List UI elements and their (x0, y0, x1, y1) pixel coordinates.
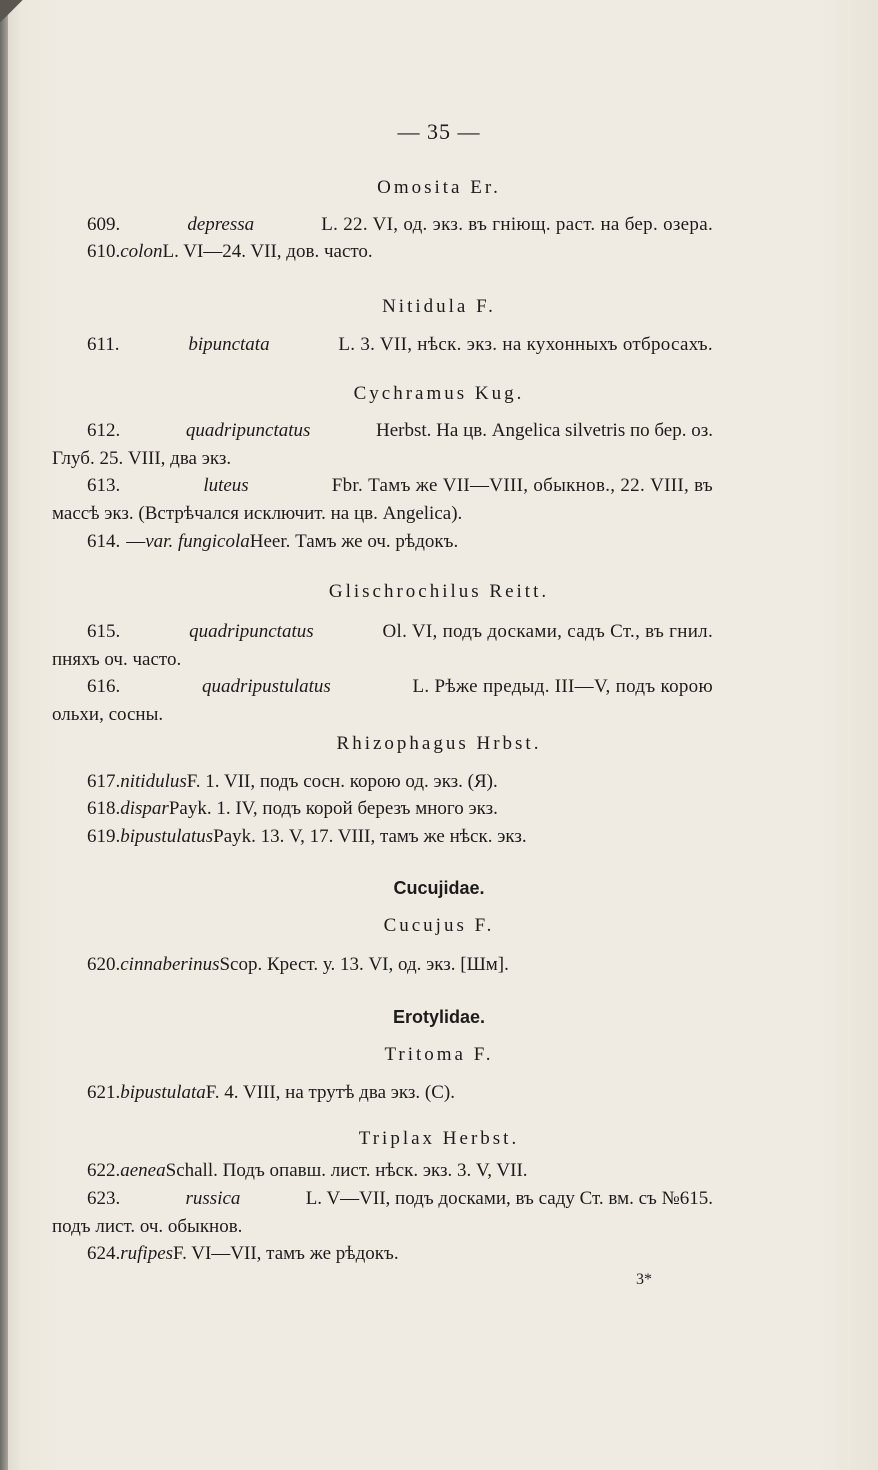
family-heading-cucujidae: Cucujidae. (393, 878, 485, 898)
entry-number: 615. (87, 621, 121, 642)
entry-text: Fbr. Тамъ же VII—VIII, обыкнов., 22. VIII, въ (331, 475, 713, 496)
genus-heading-rhizophagus: Rhizophagus Hrbst. (336, 733, 542, 754)
entry-text: L. Рѣже предыд. III—V, подъ корою (412, 676, 713, 697)
entry-text: Payk. 1. IV, подъ корой березъ много экз. (168, 798, 498, 819)
genus-heading-cychramus: Cychramus Kug. (353, 383, 525, 404)
entry-number: 612. (87, 420, 121, 441)
entry-612-continuation: Глуб. 25. VIII, два экз. (52, 448, 232, 469)
species-name: rufipes (120, 1243, 174, 1264)
species-name: aenea (120, 1160, 166, 1181)
entry-text: Scop. Крест. у. 13. VI, од. экз. [Шм]. (219, 954, 509, 975)
page-number: — 35 — (397, 119, 481, 144)
species-name: bipunctata (188, 334, 270, 355)
species-name: quadripustulatus (201, 676, 331, 697)
entry-610 (87, 240, 713, 264)
entry-text: Schall. Подъ опавш. лист. нѣск. экз. 3. V, VII. (165, 1160, 528, 1181)
entry-number: 613. (87, 475, 121, 496)
entry-number: 618. (87, 798, 121, 819)
entry-615 (87, 620, 713, 644)
entry-616 (87, 675, 713, 699)
entry-619 (87, 825, 713, 849)
species-name: colon (120, 241, 163, 262)
family-heading-erotylidae: Erotylidae. (392, 1007, 486, 1027)
entry-text: Heer. Тамъ же оч. рѣдокъ. (249, 531, 459, 552)
species-name: bipustulata (120, 1082, 206, 1103)
genus-heading-cucujus: Cucujus F. (383, 915, 495, 936)
entry-text: F. 4. VIII, на трутѣ два экз. (С). (205, 1082, 455, 1103)
species-name: luteus (203, 475, 249, 496)
genus-heading-glischrochilus: Glischrochilus Reitt. (328, 581, 550, 602)
entry-616-continuation: ольхи, сосны. (52, 704, 164, 725)
genus-heading-omosita: Omosita Er. (377, 177, 501, 198)
printer-signature-mark: 3* (636, 1271, 652, 1288)
entry-618 (87, 797, 713, 821)
entry-number: 610. (87, 241, 121, 262)
species-name: dispar (120, 798, 169, 819)
entry-615-continuation: пняхъ оч. часто. (52, 649, 182, 670)
species-name: depressa (187, 214, 255, 235)
species-name: russica (185, 1188, 241, 1209)
entry-text: L. V—VII, подъ досками, въ саду Ст. вм. съ №615. (305, 1188, 713, 1209)
entry-622 (87, 1159, 713, 1183)
entry-623-continuation: подъ лист. оч. обыкнов. (52, 1216, 243, 1237)
entry-text: L. 3. VII, нѣск. экз. на кухонныхъ отбросахъ. (338, 334, 713, 355)
entry-number: 620. (87, 954, 121, 975)
entry-text: F. 1. VII, подъ сосн. корою од. экз. (Я). (186, 771, 498, 792)
species-name: var. fungicola (145, 531, 250, 552)
entry-text: Herbst. На цв. Angelica silvetris по бер. оз. (376, 420, 713, 441)
entry-number: 614. (87, 531, 121, 552)
entry-number: 622. (87, 1160, 121, 1181)
species-name: bipustulatus (120, 826, 214, 847)
entry-number: 624. (87, 1243, 121, 1264)
species-name: nitidulus (120, 771, 187, 792)
entry-614 (87, 530, 713, 554)
entry-number: 616. (87, 676, 121, 697)
entry-623 (87, 1187, 713, 1211)
genus-heading-triplax: Triplax Herbst. (358, 1128, 520, 1149)
entry-number: 611. (87, 334, 120, 355)
species-name: quadripunctatus (185, 420, 311, 441)
entry-624 (87, 1242, 713, 1266)
entry-text: F. VI—VII, тамъ же рѣдокъ. (173, 1243, 399, 1264)
entry-text: Payk. 13. V, 17. VIII, тамъ же нѣск. экз. (213, 826, 527, 847)
genus-heading-tritoma: Tritoma F. (384, 1044, 494, 1065)
entry-613-continuation: массѣ экз. (Встрѣчался исключит. на цв. Angelica). (52, 503, 463, 524)
entry-620 (87, 953, 713, 977)
entry-number: 609. (87, 214, 121, 235)
species-name: cinnaberinus (120, 954, 220, 975)
entry-612 (87, 419, 713, 443)
entry-text: L. VI—24. VII, дов. часто. (162, 241, 373, 262)
entry-621 (87, 1081, 713, 1105)
entry-number: 617. (87, 771, 121, 792)
entry-617 (87, 770, 713, 794)
entry-text: Ol. VI, подъ досками, садъ Ст., въ гнил. (382, 621, 713, 642)
genus-heading-nitidula: Nitidula F. (382, 296, 496, 317)
entry-number: 623. (87, 1188, 121, 1209)
entry-number: 619. (87, 826, 121, 847)
entry-609 (87, 213, 713, 237)
entry-611 (87, 333, 713, 357)
entry-dash: — (126, 531, 146, 552)
entry-number: 621. (87, 1082, 121, 1103)
entry-text: L. 22. VI, од. экз. въ гніющ. раст. на бер. озера. (321, 214, 713, 235)
species-name: quadripunctatus (189, 621, 314, 642)
entry-613 (87, 474, 713, 498)
